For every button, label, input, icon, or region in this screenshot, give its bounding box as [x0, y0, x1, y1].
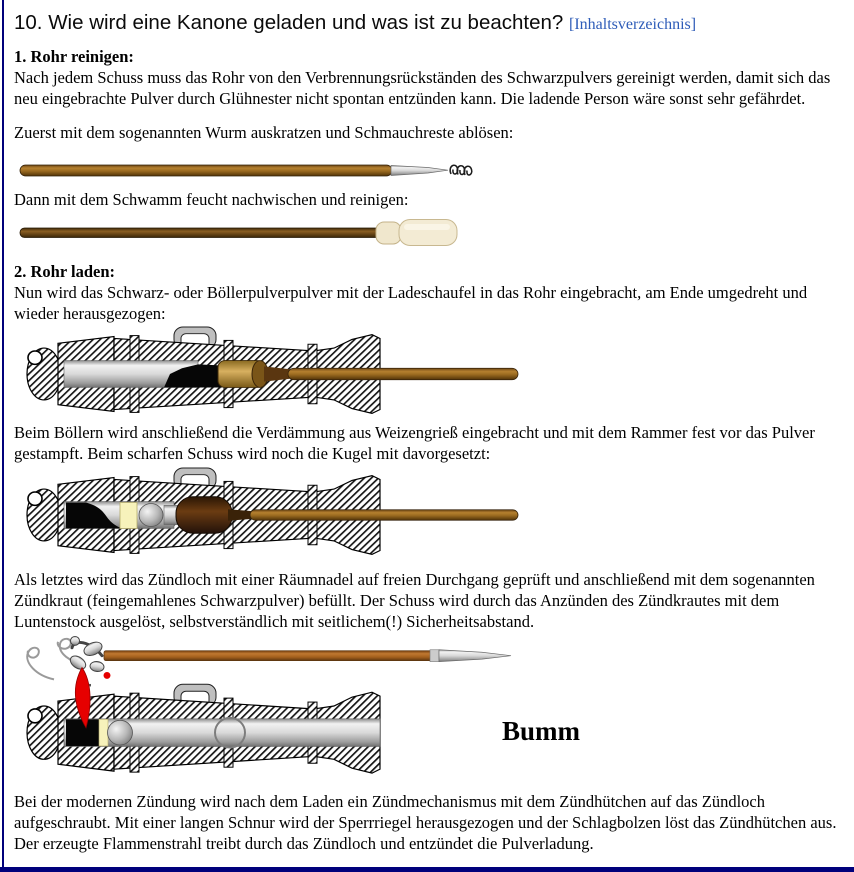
ladle-handle	[288, 368, 518, 380]
worm-cone-tip	[391, 166, 448, 176]
cannonball	[108, 720, 133, 745]
section-heading-cleaning: 1. Rohr reinigen:	[14, 47, 134, 66]
ladle-paragraph: Nun wird das Schwarz- oder Böllerpulverpulver mit der Ladeschaufel in das Rohr eingebracht, am Ende umgedreht und wieder herausgezogen:	[14, 283, 808, 323]
linstock-shaft	[104, 651, 436, 661]
ignition-paragraph: Als letztes wird das Zündloch mit einer Räumnadel auf freien Durchgang geprüft und anschließend mit dem sogenannten Zündkraut (feingemahlenes Schwarzpulver) befüllt. Der Schuss wird durch das Anzünden des Zündkrautes mit dem Luntenstock ausgelöst, selbstverständlich mit seitlichem(!) Sicherheitsabstand.	[14, 570, 815, 631]
sponge-tool-illustration	[14, 215, 484, 249]
cleaning-intro-paragraph: Nach jedem Schuss muss das Rohr von den Verbrennungsrückständen des Schwarzpulvers gereinigt werden, damit sich das neu eingebrachte Pulver durch Glühnester nicht spontan entzünden kann. Die ladende Person wäre sonst sehr gefährdet.	[14, 68, 831, 108]
sponge-shaft	[20, 228, 382, 238]
page-content	[2, 0, 854, 867]
worm-tool-illustration	[14, 156, 484, 184]
rammer-handle	[250, 510, 518, 521]
worm-tool-figure	[14, 156, 842, 184]
worm-shaft	[20, 165, 392, 176]
cannonball	[139, 503, 163, 526]
cannon-rammer-illustration	[14, 467, 654, 563]
semolina-wad	[99, 719, 108, 746]
worm-caption: Zuerst mit dem sogenannten Wurm auskratzen und Schmauchreste ablösen:	[14, 123, 514, 142]
page-title	[14, 10, 842, 38]
firing-figure	[14, 632, 659, 782]
section-heading-loading: 2. Rohr laden:	[14, 262, 115, 281]
sponge-highlight	[404, 224, 450, 230]
ferrule	[430, 650, 439, 662]
boom-label: Bumm	[502, 716, 581, 746]
page-title-text: 10. Wie wird eine Kanone geladen und was ist zu beachten?	[14, 11, 564, 34]
rammer-neck	[228, 509, 252, 521]
toc-link[interactable]: [Inhaltsverzeichnis]	[569, 16, 697, 33]
sponge-collar	[376, 222, 401, 244]
sponge-tool-figure	[14, 215, 842, 249]
ember-dot	[104, 672, 111, 679]
steel-point	[439, 650, 511, 662]
worm-corkscrew	[450, 165, 472, 175]
rammer-head	[176, 497, 232, 533]
modern-ignition-paragraph: Bei der modernen Zündung wird nach dem Laden ein Zündmechanismus mit dem Zündhütchen auf das Zündloch aufgeschraubt. Mit einer langen Schnur wird der Sperrriegel herausgezogen und der Schlagbolzen löst das Zündhütchen aus. Der erzeugte Flammenstrahl treibt durch das Zündloch und entzündet die Pulverladung.	[14, 792, 837, 853]
sponge-head	[399, 220, 457, 246]
sponge-caption: Dann mit dem Schwamm feucht nachwischen und reinigen:	[14, 190, 409, 209]
cannon-ladle-illustration	[14, 326, 654, 422]
semolina-wad	[120, 503, 137, 529]
rammer-paragraph: Beim Böllern wird anschließend die Verdämmung aus Weizengrieß eingebracht und mit dem Rammer fest vor das Pulver gestampft. Beim scharfen Schuss wird noch die Kugel mit davorgesetzt:	[14, 423, 815, 463]
cannon-ladle-figure	[14, 326, 842, 422]
cannon-rammer-figure	[14, 467, 842, 563]
firing-illustration	[14, 632, 654, 782]
black-powder-charge	[66, 719, 99, 746]
bottom-frame-bar	[0, 867, 854, 872]
